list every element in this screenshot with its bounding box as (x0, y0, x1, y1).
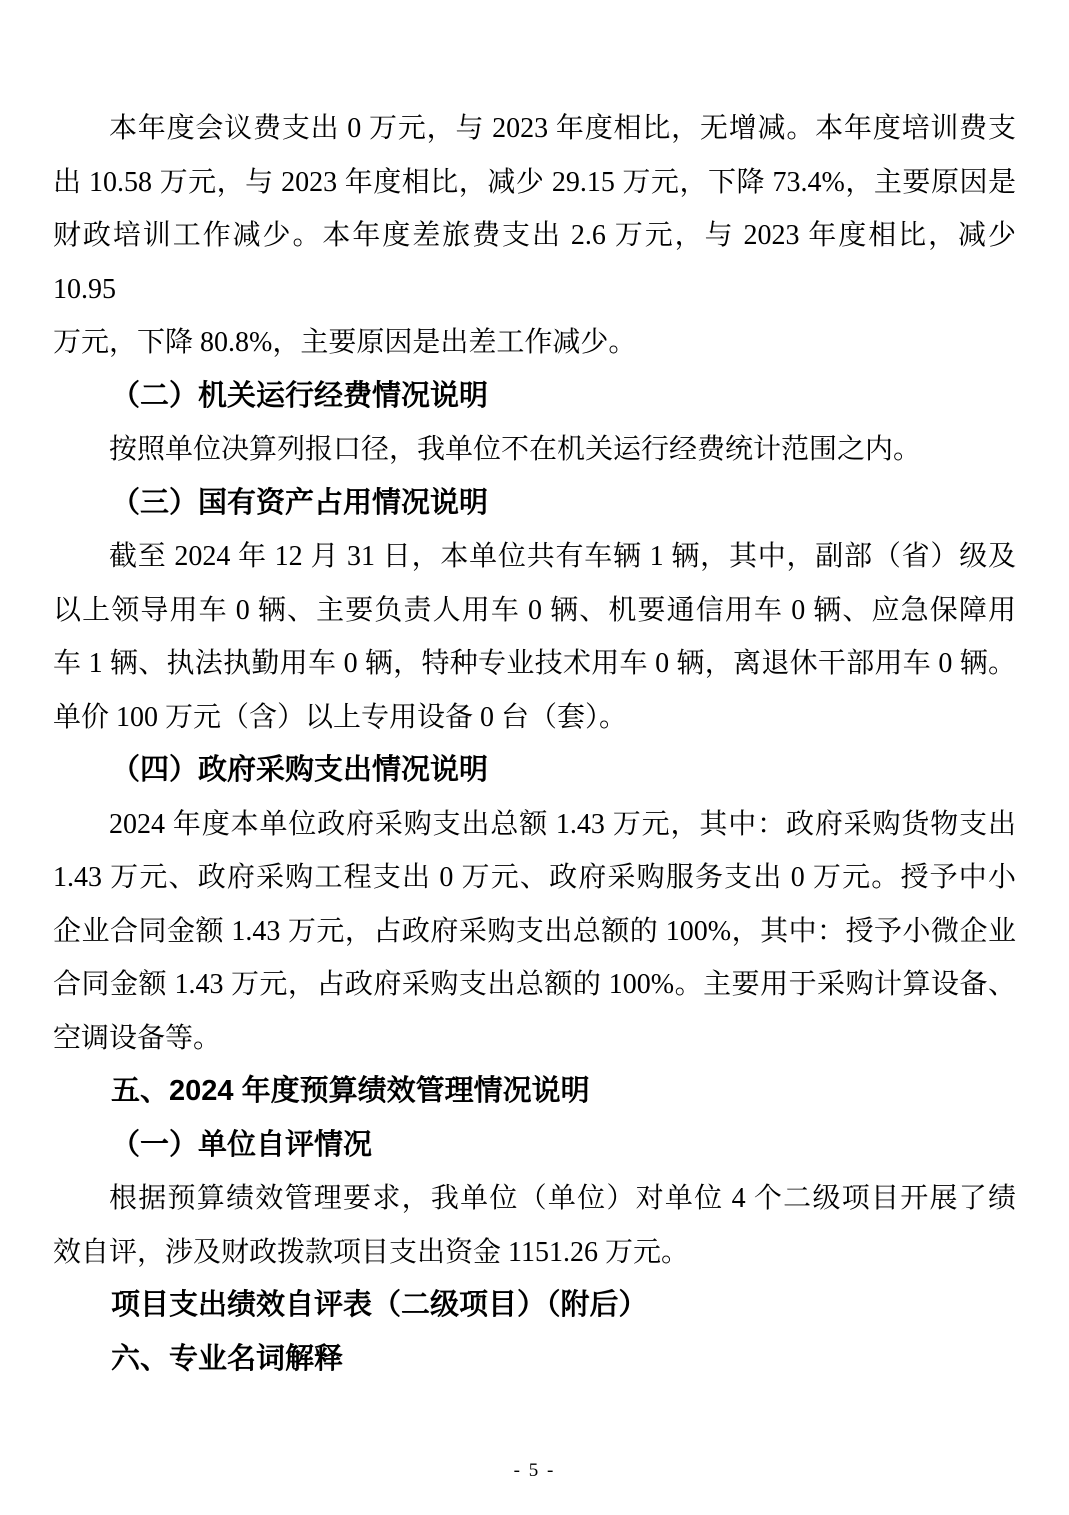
heading-chapter-6-terminology (53, 1333, 1016, 1387)
paragraph-agency-operating-funds (53, 423, 1016, 477)
heading-performance-self-evaluation-table (53, 1279, 1016, 1333)
section-heading: （一）单位自评情况 (111, 1128, 373, 1161)
heading-section-3-state-owned-assets (53, 477, 1016, 531)
text-line: 根据预算绩效管理要求，我单位（单位）对单位 4 个二级项目开展了绩 (109, 1183, 1016, 1214)
heading-section-1-self-evaluation (53, 1119, 1016, 1173)
section-heading: （二）机关运行经费情况说明 (111, 379, 489, 412)
text-line: 企业合同金额 1.43 万元，占政府采购支出总额的 100%，其中：授予小微企业 (53, 915, 1016, 947)
text-line: 本年度会议费支出 0 万元，与 2023 年度相比，无增减。本年度培训费支 (109, 113, 1016, 144)
paragraph-state-owned-assets (53, 530, 1016, 744)
text-line: 出 10.58 万元，与 2023 年度相比，减少 29.15 万元，下降 73.4%，主要原因是 (53, 166, 1016, 198)
text-line: 车 1 辆、执法执勤用车 0 辆，特种专业技术用车 0 辆，离退休干部用车 0 辆。 (53, 648, 1016, 679)
text-line: 财政培训工作减少。本年度差旅费支出 2.6 万元，与 2023 年度相比，减少 10.95 (53, 220, 1016, 305)
paragraph-self-evaluation (53, 1172, 1016, 1279)
section-heading: （三）国有资产占用情况说明 (111, 486, 489, 519)
section-heading: 五、2024 年度预算绩效管理情况说明 (111, 1075, 590, 1107)
text-line: 按照单位决算列报口径，我单位不在机关运行经费统计范围之内。 (109, 434, 922, 465)
heading-section-2-agency-operating-funds (53, 370, 1016, 424)
text-line: 以上领导用车 0 辆、主要负责人用车 0 辆、机要通信用车 0 辆、应急保障用 (53, 594, 1016, 626)
paragraph-meeting-training-travel-expenses (53, 102, 1016, 370)
heading-chapter-5-budget-performance (53, 1065, 1016, 1119)
text-line: 合同金额 1.43 万元，占政府采购支出总额的 100%。主要用于采购计算设备、 (53, 969, 1016, 1000)
heading-section-4-government-procurement (53, 744, 1016, 798)
section-heading: 六、专业名词解释 (111, 1342, 344, 1375)
section-heading: （四）政府采购支出情况说明 (111, 754, 489, 786)
page-number: - 5 - (513, 1460, 556, 1481)
text-line: 1.43 万元、政府采购工程支出 0 万元、政府采购服务支出 0 万元。授予中小 (53, 862, 1016, 893)
text-line: 截至 2024 年 12 月 31 日，本单位共有车辆 1 辆，其中，副部（省）级及 (109, 541, 1016, 572)
text-line: 效自评，涉及财政拨款项目支出资金 1151.26 万元。 (53, 1236, 689, 1268)
text-line: 2024 年度本单位政府采购支出总额 1.43 万元，其中：政府采购货物支出 (109, 808, 1016, 840)
section-heading: 项目支出绩效自评表（二级项目）（附后） (111, 1289, 648, 1321)
text-line: 空调设备等。 (53, 1022, 222, 1054)
text-line: 单价 100 万元（含）以上专用设备 0 台（套）。 (53, 701, 628, 733)
paragraph-government-procurement (53, 798, 1016, 1066)
text-line: 万元，下降 80.8%，主要原因是出差工作减少。 (53, 327, 637, 358)
document-content (53, 102, 1016, 1386)
